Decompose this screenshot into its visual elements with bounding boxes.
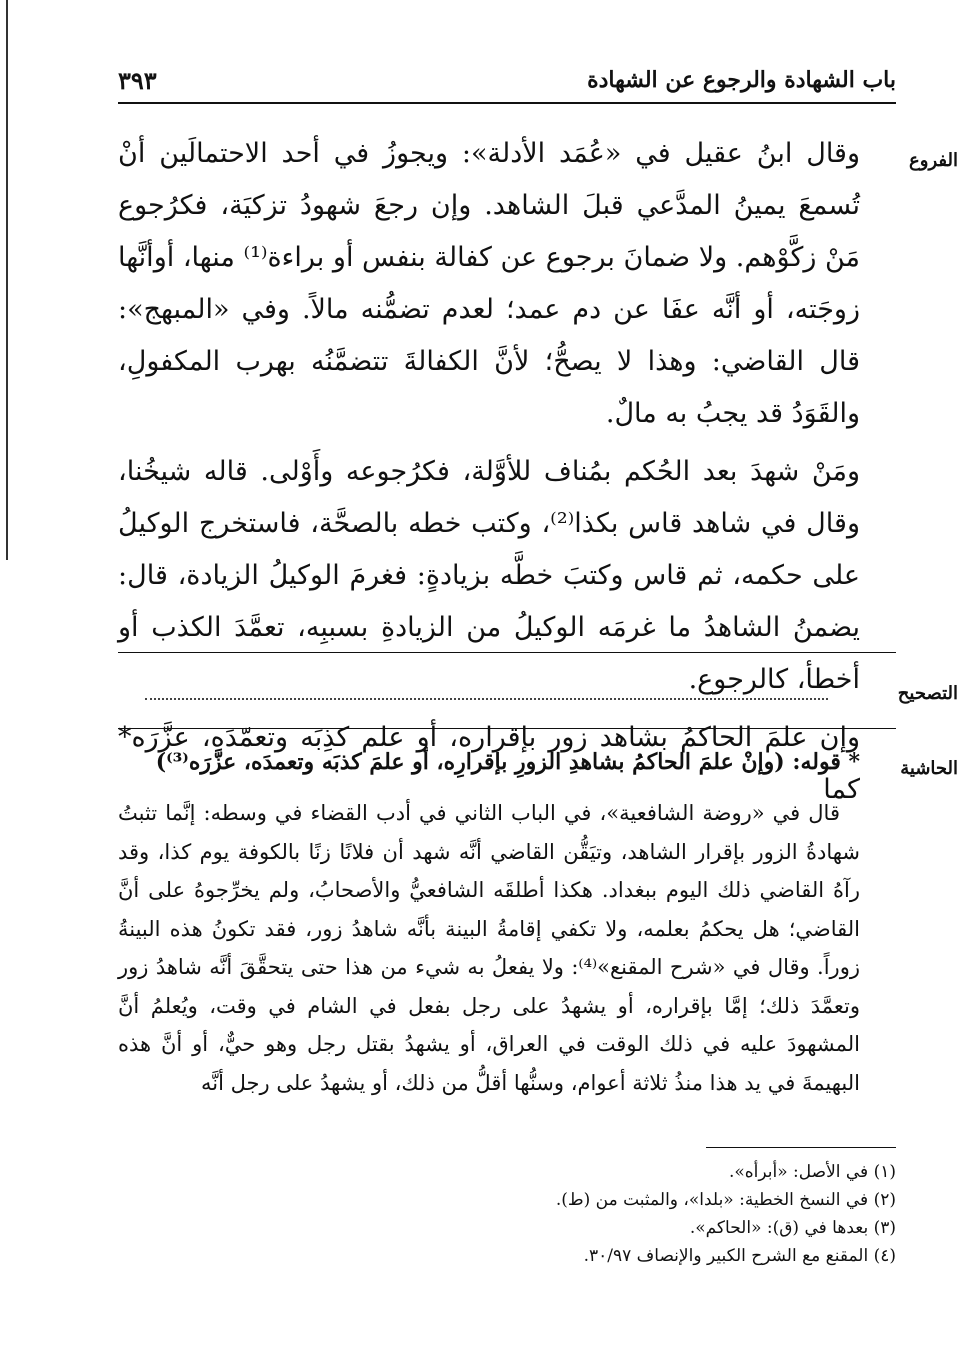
chapter-title: باب الشهادة والرجوع عن الشهادة [587,67,896,93]
commentary-body: قال في «روضة الشافعية»، في الباب الثاني في أدب القضاء في وسطه: إنَّما تثبتُ شهادةُ الزور بإقرار الشاهد، وتيَقُّن القاضي أنَّه شهد أن فلانًا زنًا بالكوفة يوم كذا، وقد رآهُ القاضي ذلك اليوم ببغداد. هكذا أطلقَه الشافعيُّ والأصحابُ، ولم يخرِّجوهُ على أنَّ القاضي؛ هل يحكمُ بعلمه، ولا تكفي إقامةُ البينة بأنَّه شاهدُ زور، فقد تكونُ هذه البينةُ زوراً. وقال في «شرح المقنع»⁽⁴⁾: ولا يفعلُ به شيء من هذا حتى يتحقَّقَ أنَّه شاهدُ زور وتعمَّدَ ذلك؛ إمَّا بإقراره، أو يشهدُ على رجل بفعل في الشام في وقت، ويُعلمُ أنَّ المشهودَ عليه في ذلك الوقت في العراق، أو يشهدُ بقتل رجل وهو حيٌّ، أو أنَّ هذه البهيمةَ في يد هذا منذُ ثلاثة أعوام، وسنُّها أقلُّ من ذلك، أو يشهدُ على رجل أنَّه [118,801,860,1095]
footnote: (٤) المقنع مع الشرح الكبير والإنصاف ٣٠/٩٧. [583,1246,896,1266]
commentary-section [118,740,860,1102]
divider-rule [118,652,896,653]
page-number: ٣٩٣ [118,65,157,95]
running-header [118,58,896,104]
footnote: (٢) في النسخ الخطية: «بلدا»، والمثبت من (ط). [555,1190,896,1210]
commentary-heading: * قوله: (وإنْ علمَ الحاكمُ بشاهدِ الزورِ بإقرارِه، أو علمَ كذبَه وتعمدَه، عزَّرَه⁽³⁾) [155,749,860,775]
main-paragraph: وقال ابنُ عقيل في «عُمَد الأدلة»: ويجوزُ في أحد الاحتمالَين أنْ تُسمعَ يمينُ المدَّعي قبلَ الشاهد. وإن رجعَ شهودُ تزكيَة، فكرُجوع مَنْ زكَّوْهم. ولا ضمانَ برجوع عن كفالة بنفس أو براءة⁽¹⁾ منها، أوأنَّها زوجَته، أو أنَّه عفَا عن دم عمد؛ لعدم تضمُّنه مالاً. وفي «المبهج»: قال القاضي: وهذا لا يصحُّ؛ لأنَّ الكفالةَ تتضمَّنُه بهرب المكفولِ، والقَوَدُ قد يجبُ به مالٌ. [118,138,860,429]
side-label-hashiya: الحاشية [900,758,958,779]
main-text [118,128,860,816]
dotted-line [145,678,828,700]
footnotes [300,1158,896,1270]
footnote: (١) في الأصل: «أبرأه». [728,1162,896,1182]
main-paragraph: وإن علمَ الحاكمُ بشاهد زور بإقراره، أو علم كذِبَه وتعمّدَه، عزَّرَه* كما [118,722,860,805]
footnote: (٣) بعدها في (ق): «الحاكم». [689,1218,896,1238]
divider-rule [118,728,896,729]
side-label-furu: الفروع [909,150,958,171]
footnote-rule [706,1147,896,1148]
main-paragraph: ومَنْ شهدَ بعد الحُكم بمُناف للأوَّلة، فكرُجوعه وأَوْلى. قاله شيخُنا، وقال في شاهد قاس بكذا⁽²⁾، وكتب خطه بالصحَّة، فاستخرج الوكيلُ على حكمه، ثم قاس وكتبَ خطَّه بزيادةٍ: فغرمَ الوكيلُ الزيادة، قال: يضمنُ الشاهدُ ما غرمَه الوكيلُ من الزيادةِ بسببِه، تعمَّدَ الكذب أو أخطأ، كالرجوع. [118,456,860,695]
side-label-tashih: التصحيح [897,683,958,704]
page-edge-line [0,0,8,560]
